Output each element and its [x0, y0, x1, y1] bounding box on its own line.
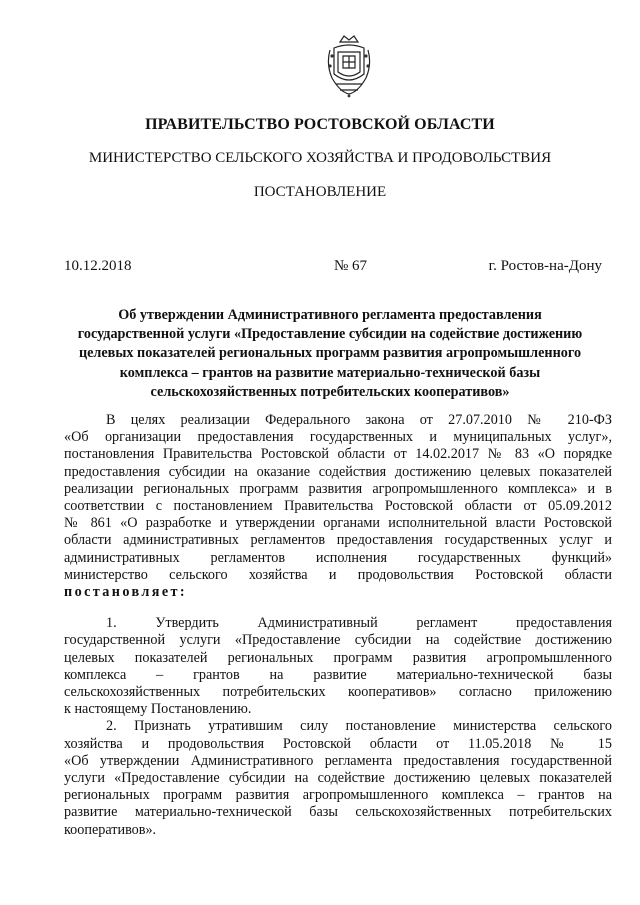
- item1-line: сельскохозяйственных потребительских кооперативов» согласно приложению: [64, 684, 612, 701]
- preamble-line: административных регламентов исполнения государственных функций»: [64, 549, 612, 566]
- government-name: ПРАВИТЕЛЬСТВО РОСТОВСКОЙ ОБЛАСТИ: [145, 116, 495, 133]
- item1-line: к настоящему Постановлению.: [64, 701, 252, 718]
- item2-line: региональных программ развития агропромышленного комплекса – грантов на: [64, 787, 612, 804]
- item2-line: 2. Признать утратившим силу постановление министерства сельского: [106, 718, 612, 735]
- title-line: государственной услуги «Предоставление субсидии на содействие достижению: [77, 326, 583, 343]
- preamble-line: В целях реализации Федерального закона от 27.07.2010 № 210-ФЗ: [106, 412, 612, 428]
- item2-line: хозяйства и продовольствия Ростовской области от 11.05.2018 № 15: [64, 735, 612, 752]
- title-line: целевых показателей региональных программ развития агропромышленного: [78, 345, 582, 362]
- preamble-line: предоставления субсидии на оказание содействия достижению целевых показателей: [64, 463, 612, 480]
- item1-line: комплекса – грантов на развитие материально-технической базы: [64, 666, 612, 683]
- title-line: Об утверждении Административного регламента предоставления: [118, 307, 542, 323]
- item1-line: 1. Утвердить Административный регламент предоставления: [106, 615, 612, 632]
- decree-title: [60, 306, 600, 402]
- item2-line: кооперативов».: [64, 821, 157, 838]
- item2-line: «Об утверждении Административного регламента предоставления государственной: [64, 752, 612, 769]
- preamble-line: постановления Правительства Ростовской области от 14.02.2017 № 83 «О порядке: [64, 446, 612, 463]
- preamble-line: области административных регламентов предоставления государственных услуг и: [64, 532, 612, 549]
- ministry-name: МИНИСТЕРСТВО СЕЛЬСКОГО ХОЗЯЙСТВА И ПРОДОВОЛЬСТВИЯ: [88, 150, 552, 166]
- item1-line: целевых показателей региональных программ развития агропромышленного: [64, 649, 612, 666]
- rostov-coat-of-arms-icon: [326, 34, 372, 98]
- item1-line: государственной услуги «Предоставление субсидии на содействие достижению: [64, 632, 612, 649]
- decree-city: г. Ростов-на-Дону: [488, 258, 602, 274]
- decree-number: № 67: [334, 258, 368, 274]
- preamble-line: соответствии с постановлением Правительства Ростовской области от 05.09.2012: [64, 498, 612, 515]
- paragraph-gap: [64, 601, 612, 615]
- resolves-word: постановляет:: [64, 584, 188, 601]
- preamble-line: реализации региональных программ развития агропромышленного комплекса» и в: [64, 480, 612, 497]
- preamble-line: № 861 «О разработке и утверждении органами исполнительной власти Ростовской: [64, 515, 612, 532]
- item2-line: развитие материально-технической базы сельскохозяйственных потребительских: [64, 804, 612, 821]
- preamble-line: «Об организации предоставления государственных и муниципальных услуг»,: [64, 429, 612, 446]
- preamble-line: министерство сельского хозяйства и продовольствия Ростовской области: [64, 566, 612, 583]
- decree-body: [64, 412, 612, 839]
- document-type: ПОСТАНОВЛЕНИЕ: [253, 184, 387, 200]
- title-line: сельскохозяйственных потребительских кооперативов»: [150, 383, 510, 400]
- title-line: комплекса – грантов на развитие материально-технической базы: [119, 364, 541, 381]
- decree-date: 10.12.2018: [64, 258, 132, 274]
- item2-line: услуги «Предоставление субсидии на содействие достижению целевых показателей: [64, 770, 612, 787]
